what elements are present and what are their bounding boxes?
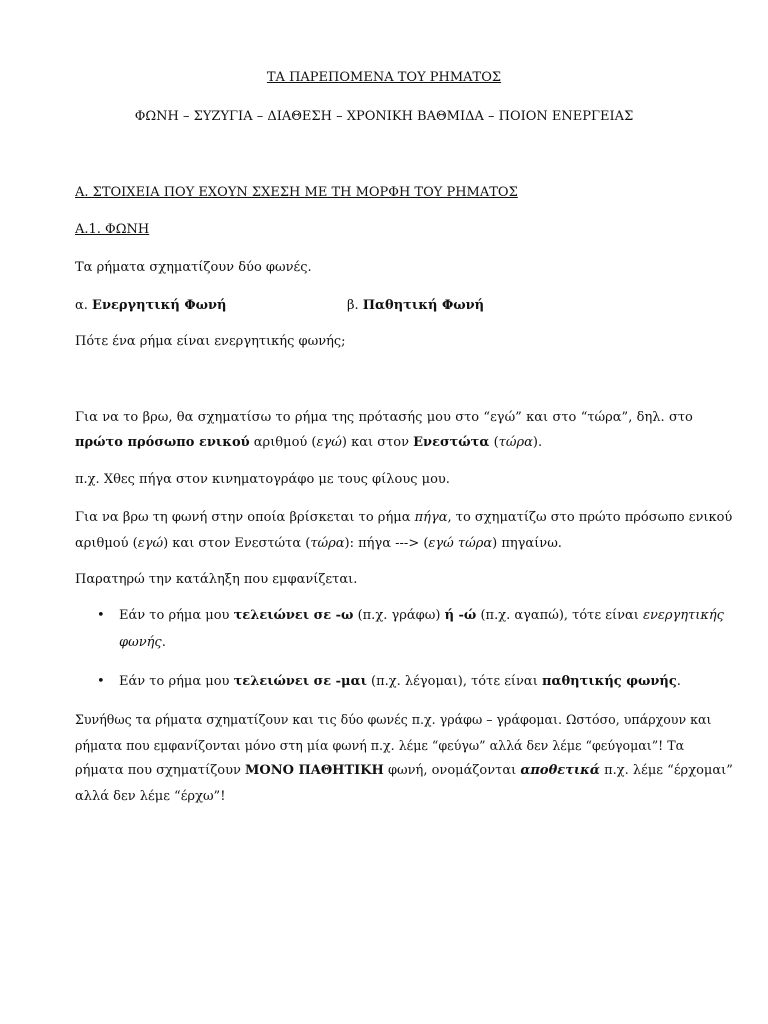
passive-only-term: ΜΟΝΟ ΠΑΘΗΤΙΚΗ <box>245 763 384 778</box>
paragraph-text: ) και στον Ενεστώτα ( <box>163 536 311 551</box>
paragraph-italic: τώρα <box>498 435 533 450</box>
paragraph-1-line-2 <box>75 434 693 452</box>
bullet-text: (π.χ. αγαπώ), τότε είναι <box>476 608 643 623</box>
voice-a-prefix: α. <box>75 298 93 313</box>
intro-paragraph: Τα ρήματα σχηματίζουν δύο φωνές. <box>75 260 312 275</box>
paragraph-1-line-1 <box>75 409 693 427</box>
word: “τώρα”, <box>580 410 633 425</box>
word: ρήμα <box>294 410 328 425</box>
paragraph-text: φωνή, ονομάζονται <box>383 763 521 778</box>
paragraph-text: π.χ. λέμε “έρχομαι” <box>599 763 733 778</box>
paragraph-italic: εγώ <box>137 536 164 551</box>
voice-b-prefix: β. <box>347 298 363 313</box>
bullet-2-line-1 <box>119 673 693 691</box>
first-person-singular-term: πρώτο πρόσωπο ενικού <box>75 435 250 450</box>
word: σχηματίσω <box>197 410 272 425</box>
word: να <box>102 410 119 425</box>
observe-paragraph: Παρατηρώ την κατάληξη που εμφανίζεται. <box>75 572 358 587</box>
document-title <box>0 69 768 87</box>
section-heading-text: Α. ΣΤΟΙΧΕΙΑ ΠΟΥ ΕΧΟΥΝ ΣΧΕΣΗ ΜΕ ΤΗ ΜΟΡΦΗ ΤΟΥ ΡΗΜΑΤΟΣ <box>75 185 518 200</box>
paragraph-2-line-2 <box>75 535 693 553</box>
bullet-text: (π.χ. γράφω) <box>353 608 445 623</box>
voice-a-label: Ενεργητική Φωνή <box>92 298 227 313</box>
word: στο <box>668 410 693 425</box>
subsection-heading-a1 <box>75 221 693 239</box>
bullet-text: . <box>161 635 166 650</box>
present-tense-term: Ενεστώτα <box>413 435 490 450</box>
paragraph-text: ( <box>489 435 499 450</box>
word: “εγώ” <box>483 410 522 425</box>
paragraph-text: ρήματα που σχηματίζουν <box>75 763 246 778</box>
paragraph-3-line-3 <box>75 762 733 780</box>
word: και <box>526 410 549 425</box>
question-paragraph: Πότε ένα ρήμα είναι ενεργητικής φωνής; <box>75 334 346 349</box>
word: το <box>123 410 139 425</box>
paragraph-text: Για να βρω τη φωνή στην οποία βρίσκεται το ρήμα <box>75 510 415 525</box>
word: πρότασής <box>358 410 423 425</box>
paragraph-text: ): πήγα ---> ( <box>344 536 429 551</box>
word: Για <box>75 410 98 425</box>
section-heading-a <box>75 184 693 202</box>
subsection-heading-text: Α.1. ΦΩΝΗ <box>75 222 150 237</box>
paragraph-italic: εγώ <box>316 435 342 450</box>
word: δηλ. <box>636 410 665 425</box>
word: βρω, <box>142 410 173 425</box>
bullet-marker: • <box>97 608 105 623</box>
bullet-text: Εάν το ρήμα μου <box>119 608 234 623</box>
voice-option-b <box>347 297 693 315</box>
example-1: π.χ. Χθες πήγα στον κινηματογράφο με τους φίλους μου. <box>75 472 450 487</box>
paragraph-text: ). <box>532 435 543 450</box>
bullet-text: Εάν το ρήμα μου <box>119 674 234 689</box>
paragraph-3-line-1: Συνήθως τα ρήματα σχηματίζουν και τις δύο φωνές π.χ. γράφω – γράφομαι. Ωστόσο, υπάρχουν και <box>75 712 712 727</box>
bullet-1-line-1 <box>119 607 724 625</box>
word: το <box>275 410 291 425</box>
word: μου <box>426 410 451 425</box>
paragraph-text: ) και στον <box>341 435 414 450</box>
word: στο <box>455 410 480 425</box>
bullet-italic-text: φωνής <box>119 635 162 650</box>
bullet-bold-text: παθητικής φωνής <box>541 674 677 689</box>
paragraph-text: ) πηγαίνω. <box>492 536 562 551</box>
bullet-bold-text: ή -ώ <box>444 608 477 623</box>
paragraph-3-line-4: αλλά δεν λέμε “έρχω”! <box>75 789 226 804</box>
bullet-bold-text: τελειώνει σε -μαι <box>233 674 367 689</box>
title-text: ΤΑ ΠΑΡΕΠΟΜΕΝΑ ΤΟΥ ΡΗΜΑΤΟΣ <box>266 70 502 85</box>
word: στο <box>552 410 577 425</box>
word: της <box>331 410 355 425</box>
voice-b-label: Παθητική Φωνή <box>362 298 485 313</box>
paragraph-text: αριθμού ( <box>249 435 317 450</box>
bullet-italic-text: ενεργητικής <box>642 608 724 623</box>
paragraph-italic: πήγα <box>414 510 448 525</box>
paragraph-text: , το σχηματίζω στο πρώτο πρόσωπο ενικού <box>447 510 733 525</box>
paragraph-text: αριθμού ( <box>75 536 138 551</box>
paragraph-3-line-2: ρήματα που εμφανίζονται μόνο στη μία φωνή π.χ. λέμε “φεύγω” αλλά δεν λέμε “φεύγομαι”! Τα <box>75 738 685 753</box>
paragraph-2-line-1 <box>75 509 733 527</box>
bullet-text: . <box>676 674 681 689</box>
deponent-term: αποθετικά <box>520 763 600 778</box>
document-subtitle: ΦΩΝΗ – ΣΥΖΥΓΙΑ – ΔΙΑΘΕΣΗ – ΧΡΟΝΙΚΗ ΒΑΘΜΙΔΑ – ΠΟΙΟΝ ΕΝΕΡΓΕΙΑΣ <box>134 109 634 124</box>
paragraph-italic: εγώ τώρα <box>428 536 493 551</box>
word: θα <box>176 410 194 425</box>
bullet-bold-text: τελειώνει σε -ω <box>233 608 354 623</box>
paragraph-italic: τώρα <box>310 536 345 551</box>
bullet-text: (π.χ. λέγομαι), τότε είναι <box>366 674 542 689</box>
bullet-marker: • <box>97 674 105 689</box>
bullet-1-line-2 <box>119 634 693 652</box>
